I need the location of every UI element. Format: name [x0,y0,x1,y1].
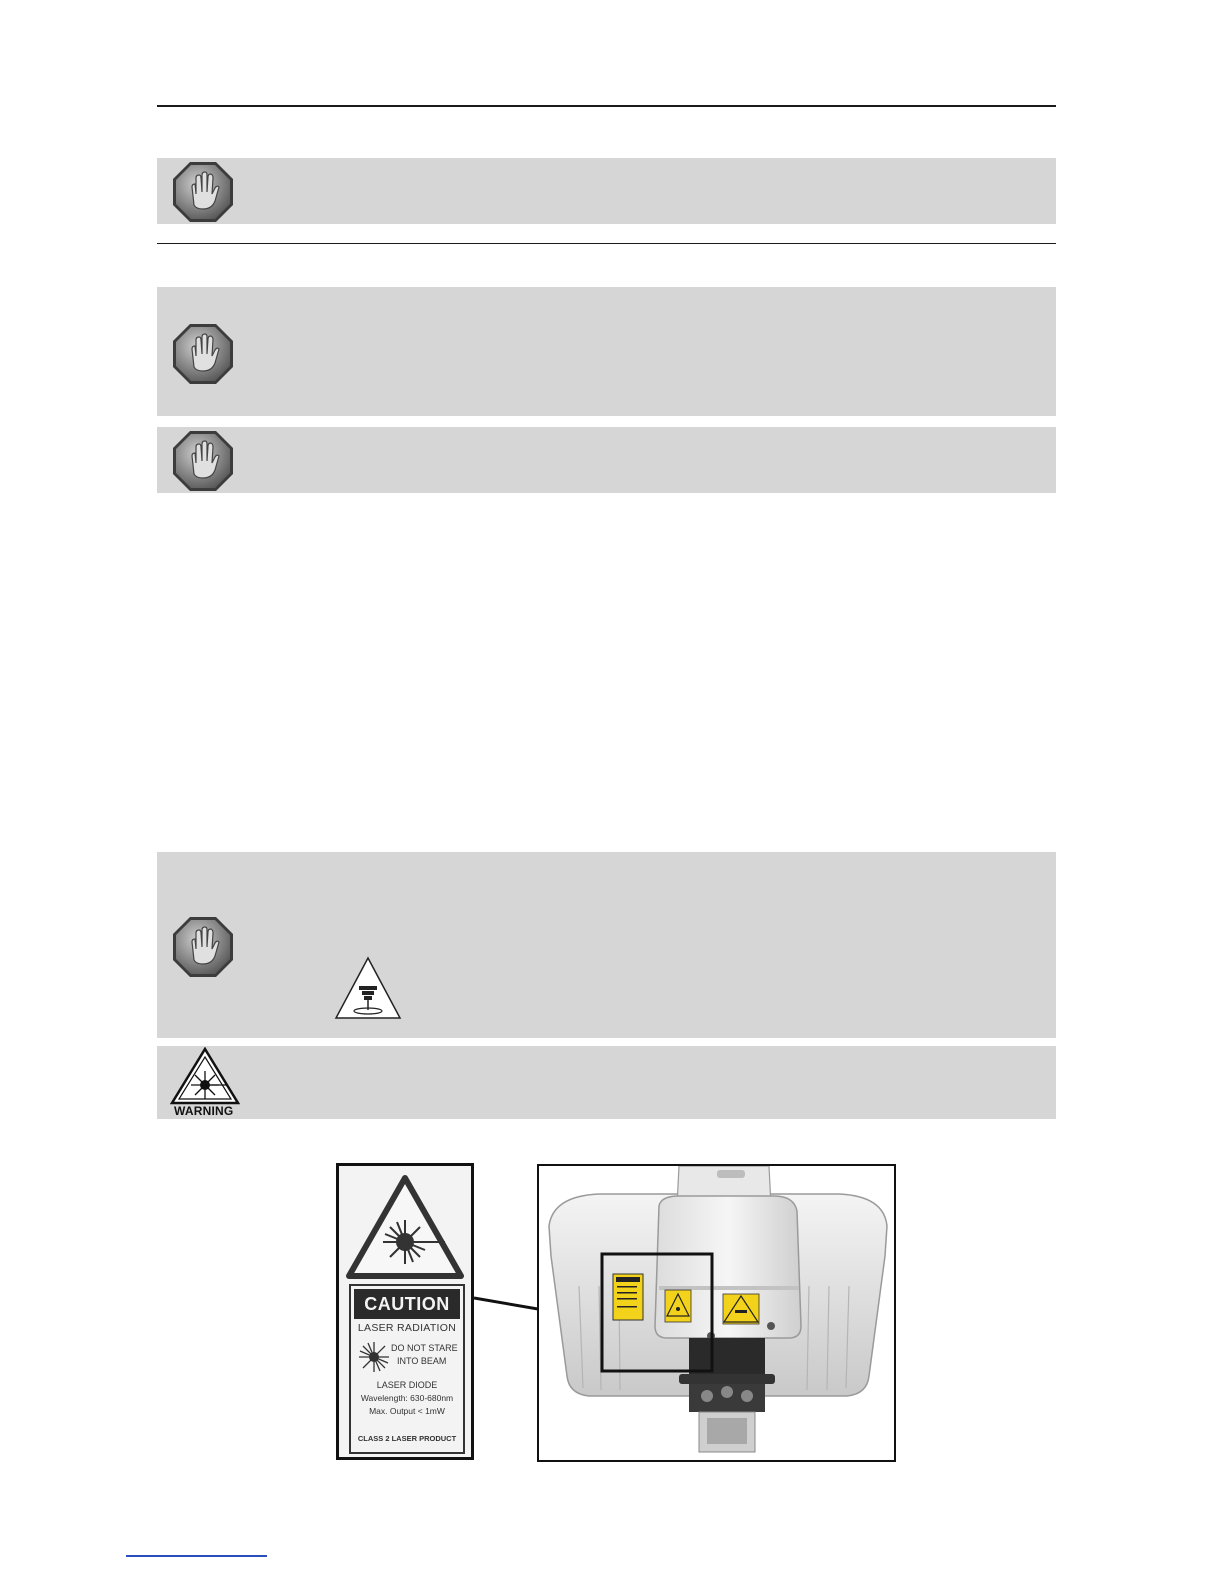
max-output-text: Max. Output < 1mW [369,1406,445,1416]
laser-warning-notice [157,1046,1056,1119]
stop-notice-1 [157,158,1056,224]
section-rule [157,243,1056,244]
laser-scanner-head-photo [537,1164,896,1462]
laser-class-text: CLASS 2 LASER PRODUCT [357,1434,457,1443]
stop-notice-4 [157,852,1056,1038]
top-rule [157,105,1056,107]
laser-radiation-text: LASER RADIATION [357,1322,457,1334]
stop-notice-2 [157,287,1056,416]
caution-heading: CAUTION [354,1289,460,1319]
laser-burst-icon [357,1340,391,1374]
stop-hand-icon [172,161,234,223]
into-beam-text: INTO BEAM [397,1356,447,1366]
footer-link-underline[interactable] [126,1555,267,1557]
caution-label-panel [336,1163,474,1460]
stop-hand-icon [172,323,234,385]
do-not-stare-text: DO NOT STARE [391,1343,458,1353]
stop-hand-icon [172,916,234,978]
stop-notice-3 [157,427,1056,493]
warning-label: WARNING [174,1104,234,1118]
laser-aperture-triangle-icon [334,956,402,1020]
laser-diode-text: LASER DIODE [376,1380,438,1390]
caution-sticker [349,1284,465,1454]
stop-hand-icon [172,430,234,492]
wavelength-text: Wavelength: 630-680nm [360,1393,454,1403]
laser-radiation-triangle-icon [345,1174,465,1282]
